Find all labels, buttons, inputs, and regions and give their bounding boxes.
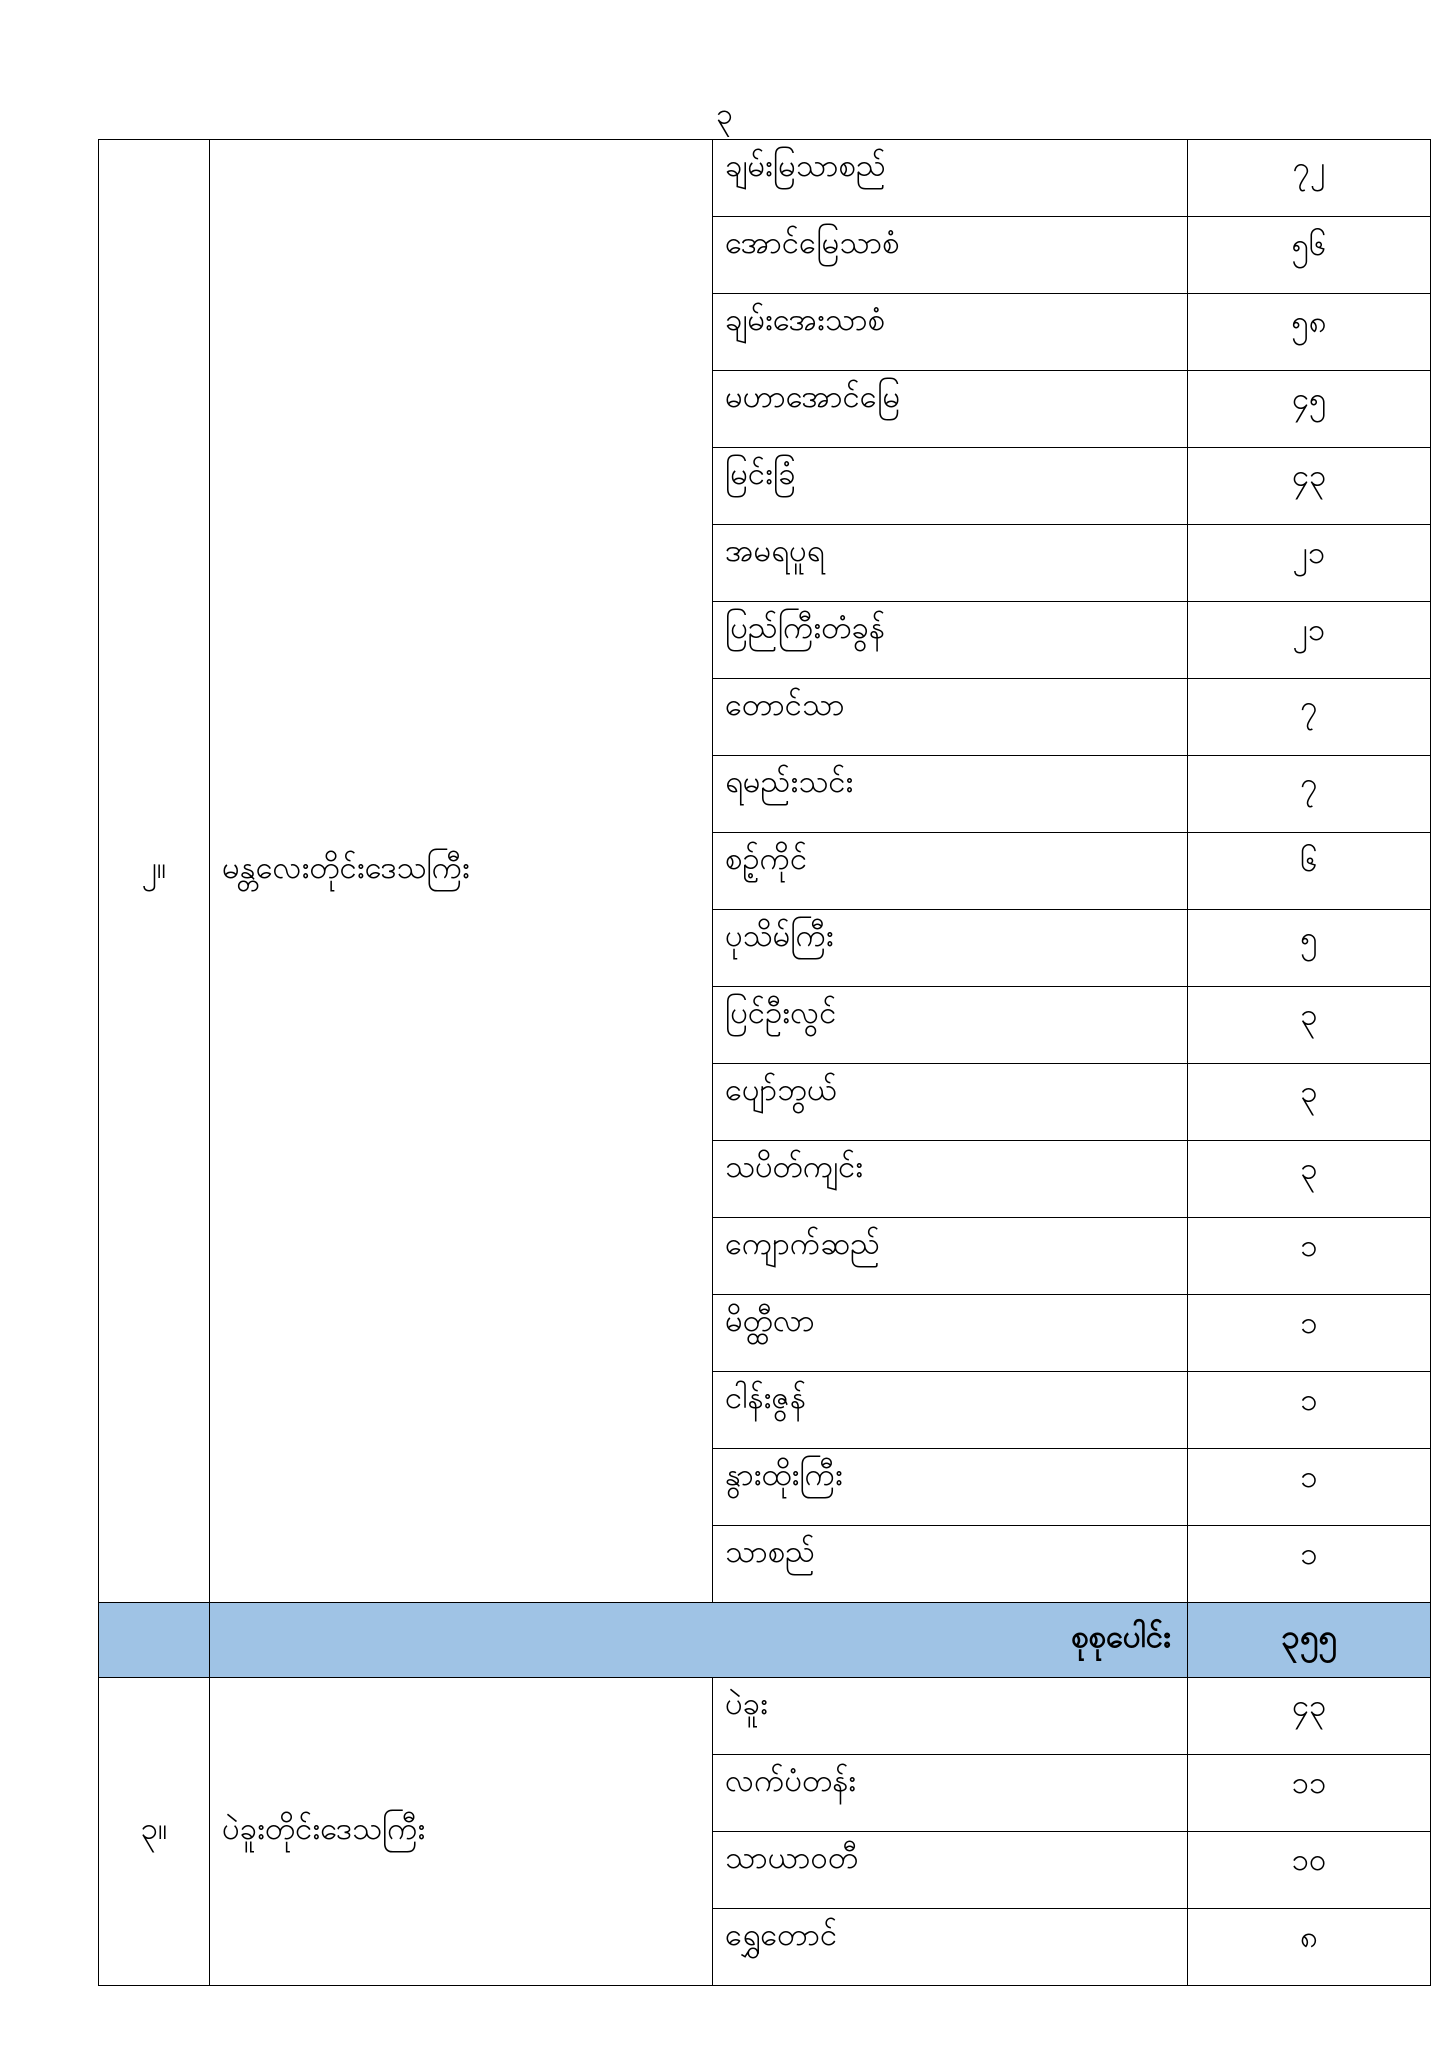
township-name: သာယာဝတီ xyxy=(713,1832,1188,1909)
township-count: ၅ xyxy=(1188,910,1431,987)
township-count: ၅၆ xyxy=(1188,217,1431,294)
township-name: ချမ်းမြသာစည် xyxy=(713,140,1188,217)
township-count: ၂၁ xyxy=(1188,525,1431,602)
township-count: ၂၁ xyxy=(1188,602,1431,679)
township-name: သပိတ်ကျင်း xyxy=(713,1141,1188,1218)
township-name: လက်ပံတန်း xyxy=(713,1755,1188,1832)
region-number: ၂။ xyxy=(99,140,210,1603)
township-name: မိတ္ထီလာ xyxy=(713,1295,1188,1372)
township-name: ပျော်ဘွယ် xyxy=(713,1064,1188,1141)
total-value: ၃၅၅ xyxy=(1188,1603,1431,1678)
township-count: ၅၈ xyxy=(1188,294,1431,371)
township-name: အောင်မြေသာစံ xyxy=(713,217,1188,294)
township-count: ၃ xyxy=(1188,1141,1431,1218)
township-count: ၁ xyxy=(1188,1449,1431,1526)
township-name: ပဲခူး xyxy=(713,1678,1188,1755)
region-number: ၃။ xyxy=(99,1678,210,1986)
township-count: ၁ xyxy=(1188,1372,1431,1449)
township-count: ၆ xyxy=(1188,833,1431,910)
township-name: ပြင်ဦးလွင် xyxy=(713,987,1188,1064)
township-name: ရမည်းသင်း xyxy=(713,756,1188,833)
township-name: အမရပူရ xyxy=(713,525,1188,602)
total-row xyxy=(99,1603,1431,1678)
township-name: ရွှေတောင် xyxy=(713,1909,1188,1986)
township-name: နွားထိုးကြီး xyxy=(713,1449,1188,1526)
township-name: ငါန်းဇွန် xyxy=(713,1372,1188,1449)
township-count: ၄၃ xyxy=(1188,1678,1431,1755)
page-number: ၃ xyxy=(716,97,733,132)
township-name: ချမ်းအေးသာစံ xyxy=(713,294,1188,371)
region-name: မန္တလေးတိုင်းဒေသကြီး xyxy=(210,140,713,1603)
township-count: ၇ xyxy=(1188,679,1431,756)
township-name: ပြည်ကြီးတံခွန် xyxy=(713,602,1188,679)
township-count: ၇၂ xyxy=(1188,140,1431,217)
township-count: ၁၀ xyxy=(1188,1832,1431,1909)
township-count: ၇ xyxy=(1188,756,1431,833)
township-count: ၁ xyxy=(1188,1218,1431,1295)
township-name: မဟာအောင်မြေ xyxy=(713,371,1188,448)
total-blank-cell xyxy=(99,1603,210,1678)
table-row xyxy=(99,1678,1431,1755)
township-count: ၄၅ xyxy=(1188,371,1431,448)
township-count: ၁ xyxy=(1188,1526,1431,1603)
township-count: ၃ xyxy=(1188,1064,1431,1141)
township-name: သာစည် xyxy=(713,1526,1188,1603)
township-name: တောင်သာ xyxy=(713,679,1188,756)
township-name: စဉ့်ကိုင် xyxy=(713,833,1188,910)
township-name: မြင်းခြံ xyxy=(713,448,1188,525)
township-name: ပုသိမ်ကြီး xyxy=(713,910,1188,987)
township-count: ၁ xyxy=(1188,1295,1431,1372)
township-count: ၈ xyxy=(1188,1909,1431,1986)
region-table xyxy=(98,139,1431,1986)
township-count: ၃ xyxy=(1188,987,1431,1064)
table-row xyxy=(99,140,1431,217)
township-name: ကျောက်ဆည် xyxy=(713,1218,1188,1295)
township-count: ၄၃ xyxy=(1188,448,1431,525)
township-count: ၁၁ xyxy=(1188,1755,1431,1832)
region-name: ပဲခူးတိုင်းဒေသကြီး xyxy=(210,1678,713,1986)
total-label: စုစုပေါင်း xyxy=(210,1603,1188,1678)
